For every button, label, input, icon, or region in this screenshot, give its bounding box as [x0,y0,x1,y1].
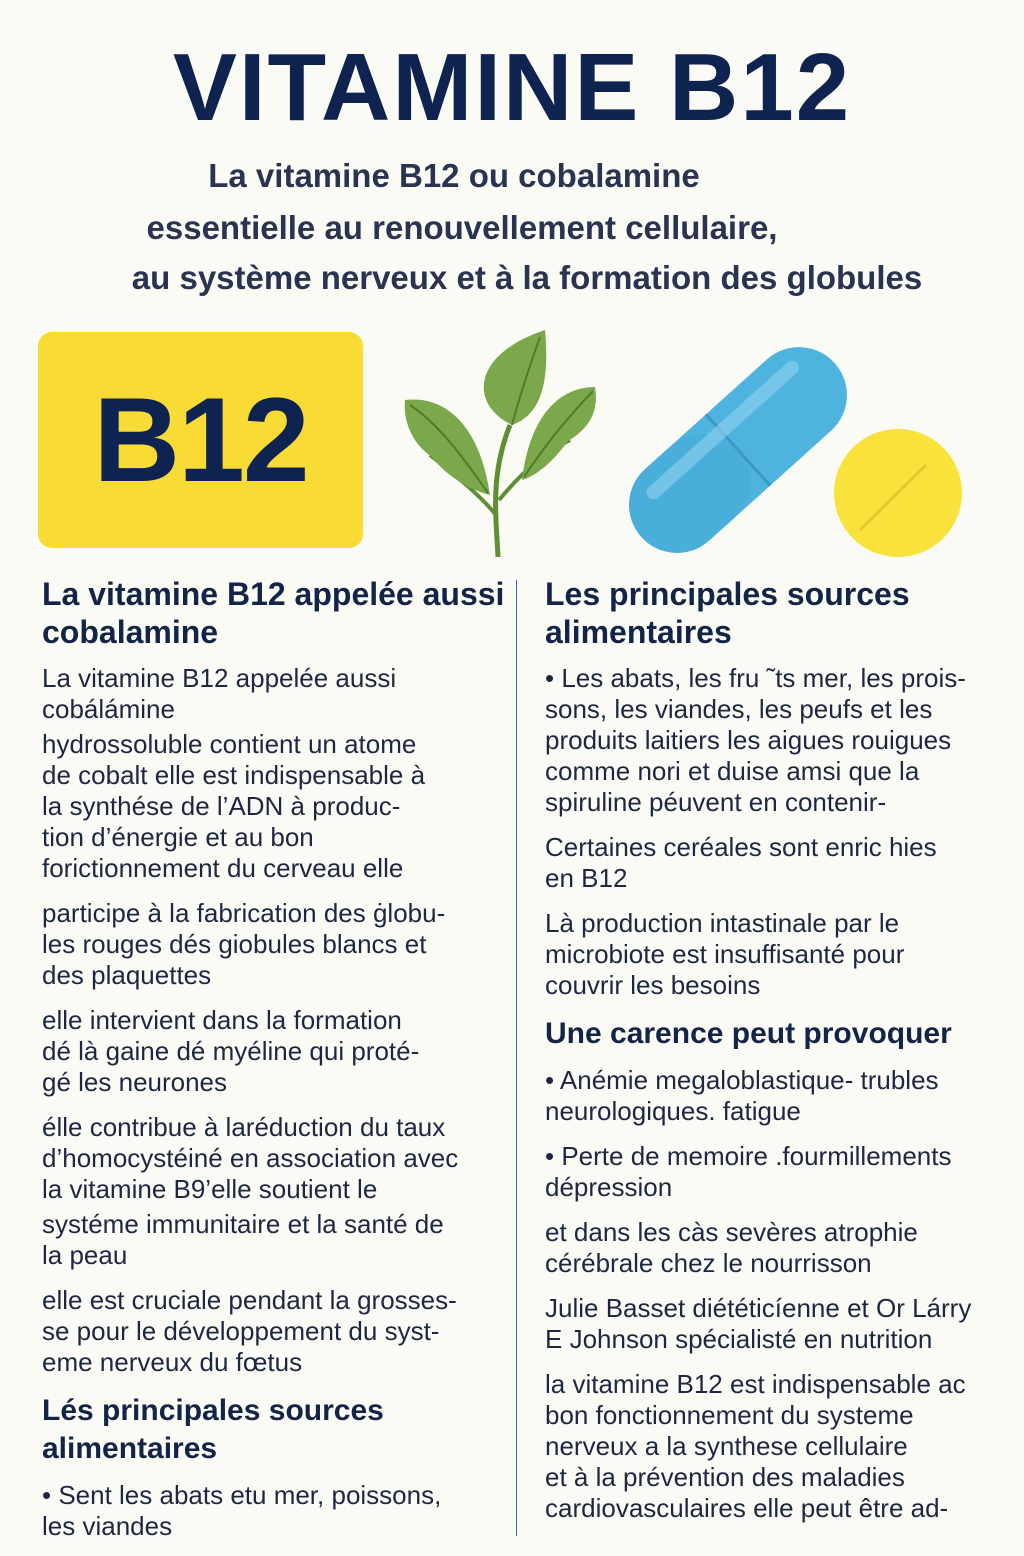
right-paragraph-1: • Les abats, les fru ˜ts mer, les prois- sons, les viandes, les peufs et les produits laitiers les aigues rouigues comme nori et duise amsi que la spiruline péuvent en contenir- [545,663,966,817]
b12-badge [38,332,363,548]
page-title: VITAMINE B12 [172,34,852,141]
right-heading: Les principales sources alimentaires [545,576,910,650]
right-paragraph-6: et dans les càs sevères atrophie cérébrale chez le nourrisson [545,1217,918,1278]
subtitle-line-3: au système nerveux et à la formation des globules [131,259,923,296]
right-paragraph-7: Julie Basset diététicíenne et Or Lárry E Johnson spécialisté en nutrition [545,1293,972,1354]
right-column [545,575,995,1538]
right-paragraph-4: • Anémie megaloblastique- trubles neurologiques. fatigue [545,1065,939,1126]
left-paragraph-2: hydrossoluble contient un atome de cobalt elle est indispensable à la synthése de l’ADN à produc- tion d’énergie et au bon forictionnement du cerveau elle [42,729,426,883]
right-paragraph-3: Là production intastinale par le microbiote est insuffisanté pour couvrir les besoins [545,908,905,1000]
right-paragraph-5: • Perte de memoire .fourmillements dépression [545,1141,952,1202]
left-paragraph-6: systéme immunitaire et la santé de la peau [42,1209,444,1270]
right-paragraph-8: la vitamine B12 est indispensable ac bon fonctionnement du systeme nerveux a la synthese cellulaire et à la prévention des maladies cardiovasculaires elle peut être ad- [545,1369,966,1523]
left-paragraph-8: • Sent les abats etu mer, poissons, les viandes [42,1480,442,1541]
left-heading: La vitamine B12 appelée aussi cobalamine [42,576,505,650]
left-heading-2: Lés principales sources alimentaires [42,1394,384,1465]
left-paragraph-4: elle intervient dans la formation dé là gaine dé myéline qui proté- gé les neurones [42,1005,420,1097]
left-column [42,575,512,1556]
right-paragraph-2: Certaines ceréales sont enric hies en B12 [545,832,937,893]
left-paragraph-7: elle est cruciale pendant la grosses- se pour le développement du syst- eme nerveux du fœtus [42,1285,457,1377]
right-heading-2: Une carence peut provoquer [545,1017,952,1050]
subtitle-line-2: essentielle au renouvellement cellulaire, [146,209,778,246]
capsule-and-tablet-icon [620,330,980,560]
subtitle-line-1: La vitamine B12 ou cobalamine [208,157,700,194]
b12-badge-label: B12 [93,373,308,507]
left-paragraph-5: élle contribue à laréduction du taux d’homocystéiné en association avec la vitamine B9’elle soutient le [42,1112,459,1204]
left-paragraph-3: participe à la fabrication des ġlobu- les rouges dés giobules blancs et des plaquettes [42,898,446,990]
leaf-sprout-icon [400,325,600,560]
left-paragraph-1: La vitamine B12 appelée aussi cobálámine [42,663,397,724]
column-divider [516,580,517,1536]
